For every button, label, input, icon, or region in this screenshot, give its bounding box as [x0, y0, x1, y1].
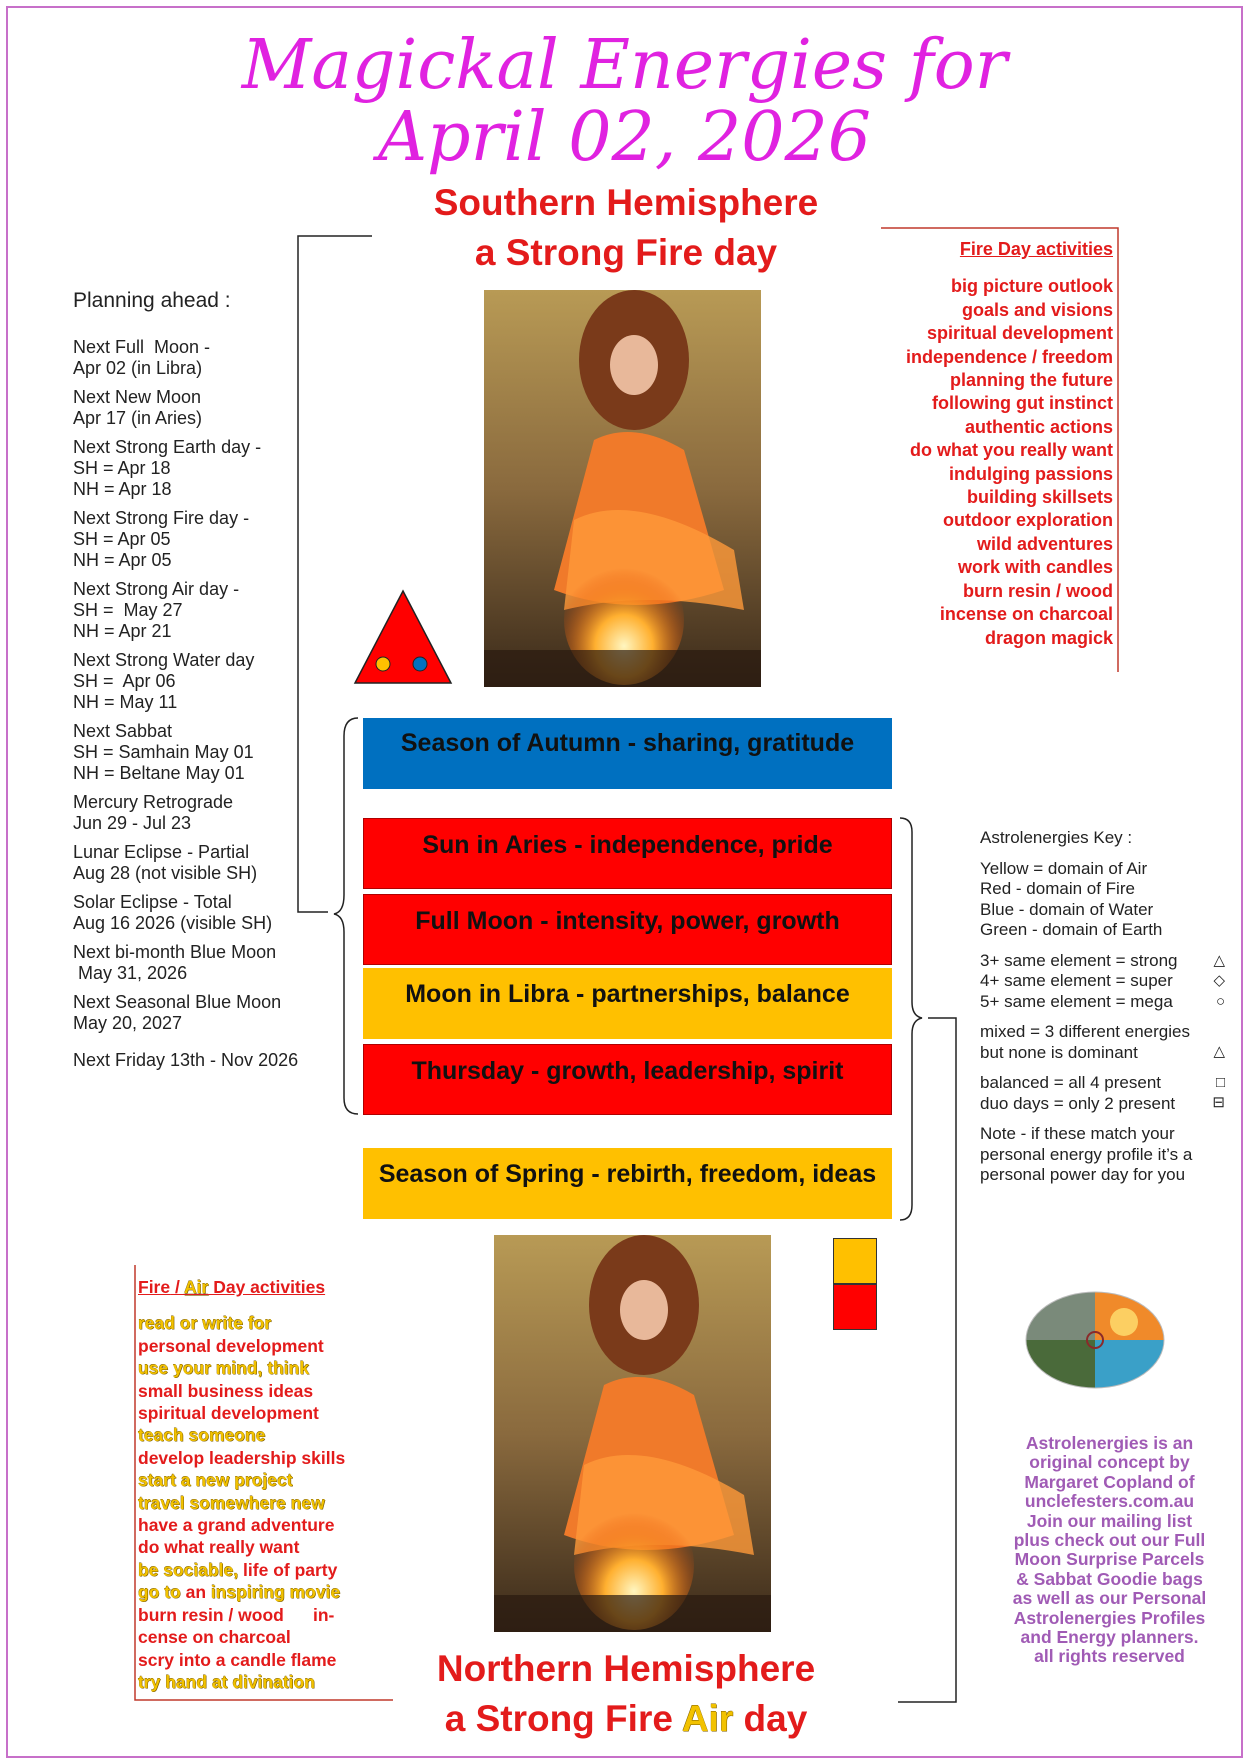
sun-sign-band: Sun in Aries - independence, pride: [363, 818, 892, 889]
fire-air-item: start a new project: [138, 1470, 293, 1491]
fire-day-item: indulging passions: [948, 463, 1113, 484]
fire-air-item-part: go to: [138, 1582, 181, 1603]
fire-day-item: following gut instinct: [932, 393, 1113, 414]
fire-day-heading: Fire Day activities: [959, 239, 1113, 259]
planning-item: Next Strong Earth day - SH = Apr 18 NH = Apr 18: [73, 437, 262, 499]
key-strength-line: 4+ same element = super: [980, 971, 1173, 990]
planning-item: Next Friday 13th - Nov 2026: [73, 1050, 299, 1070]
credit-line: all rights reserved: [1034, 1646, 1185, 1667]
key-strength-line: 3+ same element = strong: [980, 950, 1178, 970]
key-mixed: [980, 1022, 1225, 1063]
fire-air-heading: [138, 1276, 363, 1298]
fire-air-item: use your mind, think: [138, 1358, 310, 1379]
diamond-icon: ◇: [1213, 971, 1225, 989]
credit-line: and Energy planners.: [1020, 1627, 1199, 1648]
key-colors: [980, 859, 1225, 941]
key-balanced: [980, 1073, 1225, 1114]
fire-air-item: personal development: [138, 1335, 324, 1356]
fire-air-item-part: inspiring movie: [210, 1582, 341, 1603]
credit-line: Astrolenergies is an: [1025, 1433, 1194, 1453]
credit-line: Margaret Copland of: [1024, 1471, 1195, 1492]
split-square-icon: ⊟: [1212, 1094, 1225, 1111]
fire-day-item: wild adventures: [976, 533, 1113, 554]
fire-air-item: teach someone: [138, 1425, 266, 1446]
planning-item: Next Seasonal Blue Moon May 20, 2027: [73, 992, 282, 1033]
fire-air-item: develop leadership skills: [138, 1447, 346, 1468]
credit-line: plus check out our Full: [1013, 1530, 1206, 1551]
elements-logo: [1024, 1290, 1166, 1390]
northern-line1: Northern Hemisphere: [436, 1648, 816, 1689]
credit-line: Moon Surprise Parcels: [1014, 1549, 1205, 1570]
fire-air-item-part: life of party: [238, 1559, 338, 1580]
fire-air-item: read or write for: [138, 1313, 272, 1334]
fire-air-item: travel somewhere new: [138, 1492, 325, 1513]
fire-day-item: incense on charcoal: [939, 604, 1113, 625]
fire-air-item: [138, 1559, 363, 1581]
fire-woman-photo-top: [484, 290, 761, 687]
fire-woman-photo-bottom: [494, 1235, 771, 1632]
planning-ahead-list: [73, 290, 298, 1079]
planning-item: Next Full Moon - Apr 02 (in Libra): [73, 337, 211, 378]
key-mixed-line1: mixed = 3 different energies: [980, 1022, 1190, 1041]
fire-air-heading-sep: /: [170, 1277, 185, 1297]
fire-air-heading-fire: Fire: [138, 1277, 171, 1297]
credit-line: Astrolenergies Profiles: [1013, 1607, 1206, 1628]
northern-suffix: day: [733, 1698, 808, 1739]
fire-day-item: building skillsets: [966, 487, 1113, 508]
fire-day-item: work with candles: [957, 557, 1113, 578]
full-moon-band: Full Moon - intensity, power, growth: [363, 894, 892, 965]
fire-day-item: goals and visions: [961, 299, 1113, 320]
fire-air-item: small business ideas: [138, 1380, 314, 1401]
fire-air-heading-rest: Day activities: [208, 1277, 326, 1297]
fire-triangle-icon: [352, 588, 454, 686]
fire-day-item: big picture outlook: [951, 276, 1113, 297]
fire-air-item: [138, 1581, 363, 1603]
northern-prefix: a Strong Fire: [444, 1698, 682, 1739]
fire-day-item: burn resin / wood: [962, 580, 1113, 601]
fire-air-heading-air: Air: [184, 1277, 209, 1297]
planning-item: Solar Eclipse - Total Aug 16 2026 (visible SH): [73, 892, 273, 933]
fire-air-item: try hand at divination: [138, 1671, 315, 1692]
moon-sign-band: Moon in Libra - partnerships, balance: [363, 968, 892, 1039]
page-title-line1: Magickal Energies for: [241, 26, 1008, 105]
fire-day-item: spiritual development: [926, 323, 1113, 344]
credit-line: Join our mailing list: [1026, 1510, 1193, 1531]
triangle-icon: △: [1213, 951, 1225, 969]
key-color-line: Red - domain of Fire: [980, 879, 1135, 898]
credit-block: [1003, 1434, 1216, 1667]
planning-item: Next New Moon Apr 17 (in Aries): [73, 387, 203, 428]
planning-heading: Planning ahead :: [73, 289, 231, 312]
credit-line: unclefesters.com.au: [1024, 1491, 1195, 1512]
fire-day-item: outdoor exploration: [943, 510, 1113, 531]
key-color-line: Green - domain of Earth: [980, 920, 1163, 939]
key-heading: Astrolenergies Key :: [980, 828, 1133, 847]
planning-item: Next Strong Fire day - SH = Apr 05 NH = Apr 05: [73, 508, 250, 570]
fire-air-item: scry into a candle flame: [138, 1649, 337, 1670]
key-color-line: Yellow = domain of Air: [980, 858, 1148, 878]
fire-day-activities: [880, 238, 1113, 650]
key-strength-line: 5+ same element = mega: [980, 991, 1173, 1011]
fire-day-item: dragon magick: [984, 627, 1113, 648]
fire-air-item: spiritual development: [138, 1403, 319, 1424]
planning-item: Next Sabbat SH = Samhain May 01 NH = Beltane May 01: [73, 721, 254, 783]
key-color-line: Blue - domain of Water: [980, 899, 1154, 919]
planning-item: Lunar Eclipse - Partial Aug 28 (not visible SH): [73, 842, 258, 883]
northern-air-word: Air: [681, 1698, 734, 1739]
key-duo-line: duo days = only 2 present: [980, 1093, 1176, 1113]
credit-line: & Sabbat Goodie bags: [1016, 1568, 1203, 1589]
planning-item: Next Strong Water day SH = Apr 06 NH = May 11: [73, 650, 255, 712]
season-autumn-band: Season of Autumn - sharing, gratitude: [363, 718, 892, 789]
fire-air-item: cense on charcoal: [138, 1627, 291, 1648]
southern-line1: Southern Hemisphere: [433, 182, 819, 223]
planning-item: Mercury Retrograde Jun 29 - Jul 23: [73, 792, 234, 833]
fire-air-item: have a grand adventure: [138, 1515, 335, 1536]
fire-air-item: burn resin / wood in-: [138, 1604, 335, 1625]
fire-day-item: do what you really want: [909, 440, 1113, 461]
credit-line: as well as our Personal: [1012, 1588, 1207, 1609]
fire-day-item: independence / freedom: [905, 346, 1113, 367]
fire-day-item: authentic actions: [964, 416, 1113, 437]
key-mixed-line2: but none is dominant: [980, 1042, 1138, 1062]
astrolenergies-key: [980, 828, 1225, 1196]
southern-line2: a Strong Fire day: [474, 232, 778, 273]
credit-line: original concept by: [1029, 1452, 1190, 1473]
planning-item: Next bi-month Blue Moon May 31, 2026: [73, 942, 277, 983]
fire-air-day-activities: [138, 1276, 363, 1693]
duo-day-icon: [833, 1238, 877, 1330]
fire-air-item: do what really want: [138, 1537, 300, 1558]
circle-icon: ○: [1215, 992, 1225, 1010]
square-icon: □: [1215, 1074, 1225, 1091]
season-spring-band: Season of Spring - rebirth, freedom, ideas: [363, 1148, 892, 1219]
key-balanced-line: balanced = all 4 present: [980, 1073, 1161, 1092]
triangle-icon: △: [1213, 1043, 1225, 1060]
fire-air-item-part: be sociable,: [138, 1559, 239, 1580]
page-title-line2: April 02, 2026: [377, 98, 872, 177]
weekday-band: Thursday - growth, leadership, spirit: [363, 1044, 892, 1115]
key-strength: [980, 951, 1225, 1013]
fire-day-item: planning the future: [950, 370, 1113, 391]
fire-air-item-part: an: [180, 1582, 211, 1603]
key-note: Note - if these match your personal energy profile it’s a personal power day for you: [980, 1124, 1193, 1184]
planning-item: Next Strong Air day - SH = May 27 NH = Apr 21: [73, 579, 240, 641]
